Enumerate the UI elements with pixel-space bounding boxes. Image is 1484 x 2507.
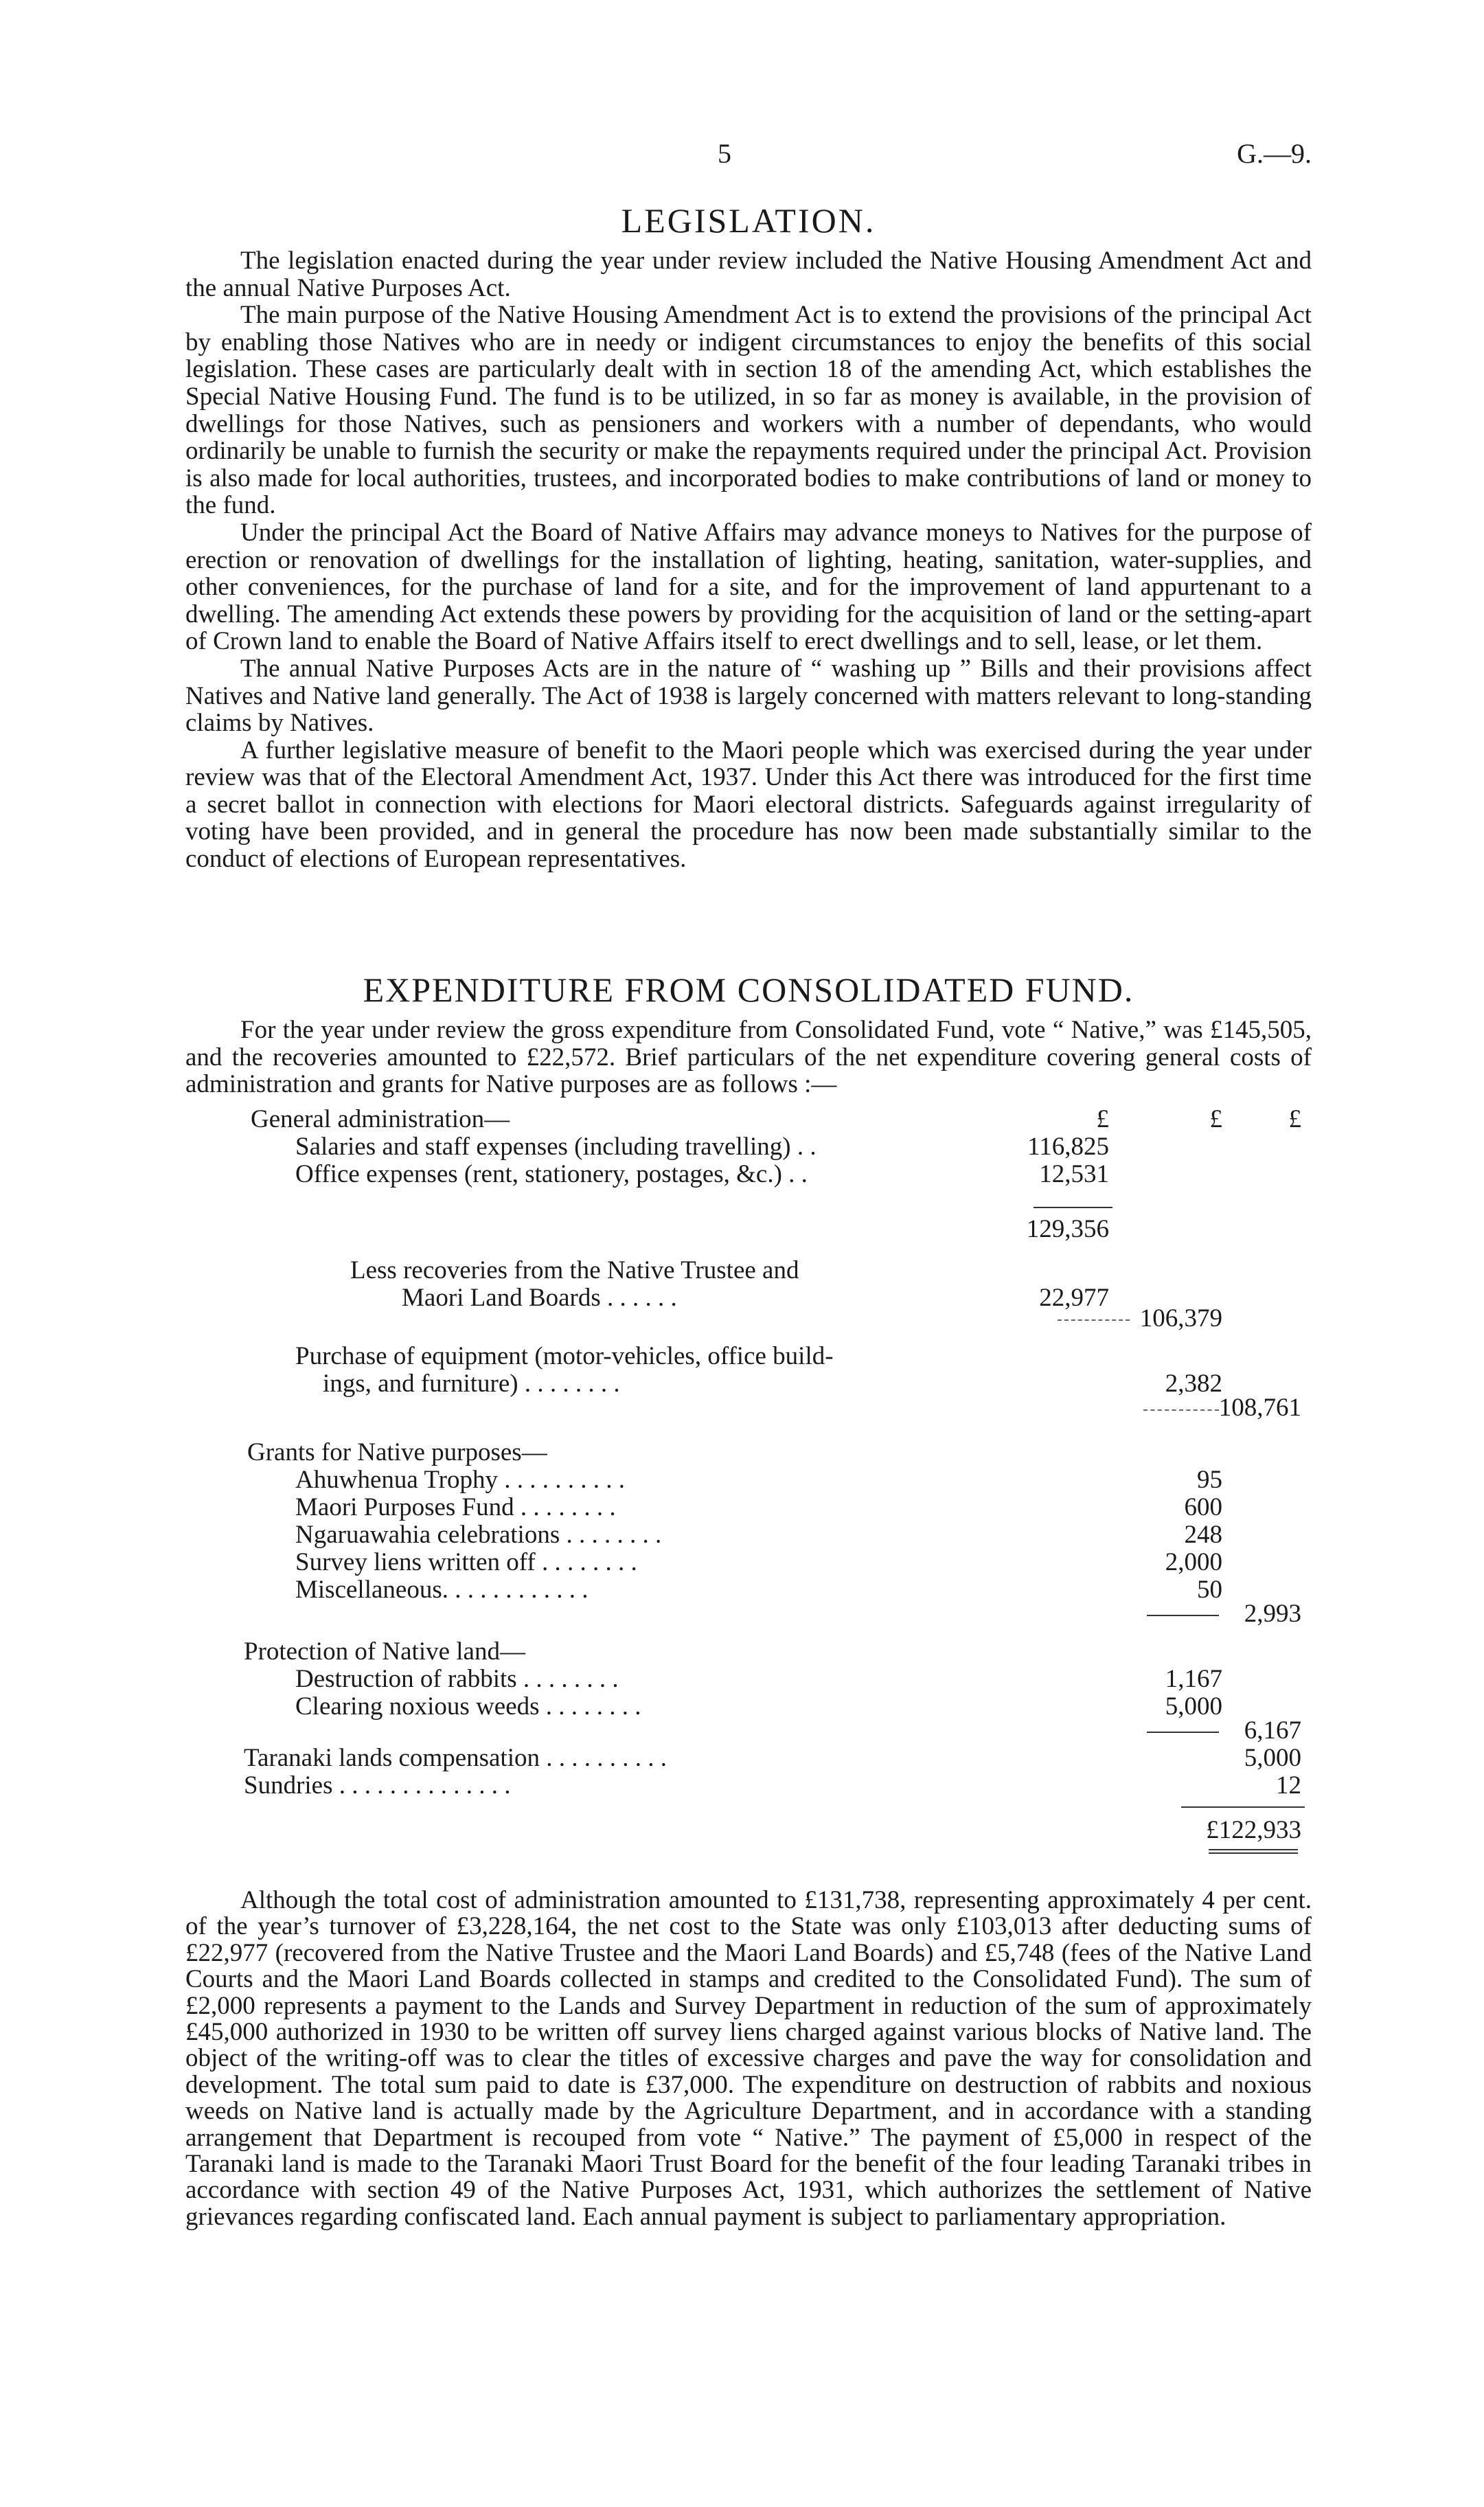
row-label: Maori Purposes Fund . . . . . . . .: [295, 1493, 616, 1521]
document-page: [185, 0, 1312, 2507]
row-label: Taranaki lands compensation . . . . . . . . . .: [244, 1744, 667, 1772]
row-label: Ahuwhenua Trophy . . . . . . . . . .: [295, 1466, 625, 1494]
currency-column-header: £: [1288, 1105, 1301, 1133]
section-title-legislation: LEGISLATION.: [621, 201, 876, 240]
row-value: 600: [1184, 1493, 1222, 1521]
row-value: 12: [1276, 1771, 1301, 1800]
table-row: [185, 1717, 1312, 1745]
row-label: Ngaruawahia celebrations . . . . . . . .: [295, 1521, 662, 1549]
table-row: [185, 1370, 1312, 1398]
row-label: Grants for Native purposes—: [247, 1438, 547, 1466]
table-row: [185, 1666, 1312, 1693]
row-value: 1,167: [1165, 1665, 1222, 1693]
row-label: Sundries . . . . . . . . . . . . . .: [244, 1771, 511, 1800]
currency-column-header: £: [1209, 1105, 1222, 1133]
expenditure-closing: [185, 1887, 1312, 2230]
double-rule-top: [1209, 1849, 1298, 1850]
section-title-expenditure: EXPENDITURE FROM CONSOLIDATED FUND.: [363, 971, 1134, 1009]
paragraph: The main purpose of the Native Housing Amendment Act is to extend the provisions of the principal Act by enabling those Natives who are in needy or indigent circumstances to enjoy the benefits of this social legislation. These cases are particularly dealt with in section 18 of the amending Act, which establishes the Special Native Housing Fund. The fund is to be utilized, in so far as money is available, in the provision of dwellings for those Natives, such as pensioners and workers with a number of dependants, who would ordinarily be unable to furnish the security or make the repayments required under the principal Act. Provision is also made for local authorities, trustees, and incorporated bodies to make contributions of land or money to the fund.: [185, 301, 1312, 520]
row-label: Purchase of equipment (motor-vehicles, office build-: [295, 1342, 834, 1370]
row-value: 2,000: [1165, 1548, 1222, 1576]
row-value: 116,825: [1027, 1133, 1109, 1161]
total-rule: [1181, 1806, 1305, 1808]
row-label: Protection of Native land—: [244, 1637, 525, 1666]
row-label: ings, and furniture) . . . . . . . .: [323, 1370, 620, 1398]
table-row: [185, 1745, 1312, 1772]
row-value: 50: [1197, 1576, 1222, 1604]
row-label: Clearing noxious weeds . . . . . . . .: [295, 1692, 641, 1721]
table-row: [185, 1257, 1312, 1284]
table-row: [185, 1394, 1312, 1422]
expenditure-table: [185, 1106, 1312, 1848]
table-row: [185, 1638, 1312, 1666]
paragraph: The legislation enacted during the year under review included the Native Housing Amendment Act and the annual Native Purposes Act.: [185, 247, 1312, 302]
paragraph: For the year under review the gross expenditure from Consolidated Fund, vote “ Native,” was £145,505, and the recoveries amounted to £22,572. Brief particulars of the net expenditure covering general costs of administration and grants for Native purposes are as follows :—: [185, 1016, 1312, 1099]
table-row: [185, 1216, 1312, 1243]
paragraph: Under the principal Act the Board of Native Affairs may advance moneys to Natives for the purpose of erection or renovation of dwellings for the installation of lighting, heating, sanitation, water-supplies, and other conveniences, for the purchase of land for a site, and for the improvement of land appurtenant to a dwelling. The amending Act extends these powers by providing for the acquisition of land or the setting-apart of Crown land to enable the Board of Native Affairs itself to erect dwellings and to sell, lease, or let them.: [185, 518, 1312, 656]
protection-total-value: 6,167: [1244, 1716, 1301, 1745]
legislation-body: [185, 247, 1312, 873]
row-label: Office expenses (rent, stationery, postages, &c.) . .: [295, 1160, 808, 1188]
table-row: [185, 1576, 1312, 1604]
row-label: Less recoveries from the Native Trustee and: [350, 1256, 799, 1284]
table-row: [185, 1521, 1312, 1549]
row-value: 22,977: [1039, 1284, 1109, 1312]
grants-total-value: 2,993: [1244, 1600, 1301, 1628]
table-row: [185, 1494, 1312, 1521]
table-row: [185, 1106, 1312, 1133]
table-row: [185, 1600, 1312, 1628]
row-value: 95: [1197, 1466, 1222, 1494]
subtotal-rule: [1034, 1207, 1112, 1208]
row-value: 2,382: [1165, 1370, 1222, 1398]
row-value: 5,000: [1244, 1744, 1301, 1772]
table-row: [185, 1439, 1312, 1466]
table-row: [185, 1161, 1312, 1188]
table-row: [185, 1305, 1312, 1332]
double-rule-bottom: [1209, 1852, 1298, 1854]
row-label: General administration—: [251, 1105, 510, 1133]
row-label: Survey liens written off . . . . . . . .: [295, 1548, 637, 1576]
table-row: [185, 1549, 1312, 1576]
table-row: [185, 1772, 1312, 1800]
admin-total-value: 108,761: [1218, 1394, 1301, 1422]
expenditure-intro: [185, 1017, 1312, 1098]
table-row: [185, 1343, 1312, 1370]
row-label: Salaries and staff expenses (including travelling) . .: [295, 1133, 817, 1161]
paragraph: Although the total cost of administration amounted to £131,738, representing approximately 4 per cent. of the year’s turnover of £3,228,164, the net cost to the State was only £103,013 after deducting sums of £22,977 (recovered from the Native Trustee and the Maori Land Boards) and £5,748 (fees of the Native Land Courts and the Maori Land Boards collected in stamps and credited to the Consolidated Fund). The sum of £2,000 represents a payment to the Lands and Survey Department in reduction of the sum of approximately £45,000 authorized in 1930 to be written off survey liens charged against various blocks of Native land. The object of the writing-off was to clear the titles of excessive charges and pave the way for consolidation and development. The total sum paid to date is £37,000. The expenditure on destruction of rabbits and noxious weeds on Native land is actually made by the Agriculture Department, and in accordance with a standing arrangement that Department is recouped from vote “ Native.” The payment of £5,000 in respect of the Taranaki land is made to the Taranaki Maori Trust Board for the benefit of the four leading Taranaki tribes in accordance with section 49 of the Native Purposes Act, 1931, which authorizes the settlement of Native grievances regarding confiscated land. Each annual payment is subject to parliamentary appropriation.: [185, 1886, 1312, 2231]
net-admin-value: 106,379: [1139, 1304, 1222, 1332]
currency-column-header: £: [1096, 1105, 1109, 1133]
document-reference: G.—9.: [1237, 138, 1312, 169]
table-row: [185, 1693, 1312, 1721]
table-row: [185, 1817, 1312, 1844]
row-value: 5,000: [1165, 1692, 1222, 1721]
row-label: Miscellaneous. . . . . . . . . . . .: [295, 1576, 589, 1604]
row-label: Destruction of rabbits . . . . . . . .: [295, 1665, 619, 1693]
page-number: 5: [718, 138, 731, 169]
paragraph: A further legislative measure of benefit to the Maori people which was exercised during the year under review was that of the Electoral Amendment Act, 1937. Under this Act there was introduced for the first time a secret ballot in connection with elections for Maori electoral districts. Safeguards against irregularity of voting have been provided, and in general the procedure has now been made substantially similar to the conduct of elections of European representatives.: [185, 736, 1312, 874]
subtotal-value: 129,356: [1026, 1215, 1109, 1243]
grand-total-value: £122,933: [1206, 1816, 1301, 1844]
table-row: [185, 1466, 1312, 1494]
row-label: Maori Land Boards . . . . . .: [402, 1284, 677, 1312]
paragraph: The annual Native Purposes Acts are in the nature of “ washing up ” Bills and their provisions affect Natives and Native land generally. The Act of 1938 is largely concerned with matters relevant to long-standing claims by Natives.: [185, 654, 1312, 738]
table-row: [185, 1133, 1312, 1161]
row-value: 12,531: [1039, 1160, 1109, 1188]
row-value: 248: [1184, 1521, 1222, 1549]
